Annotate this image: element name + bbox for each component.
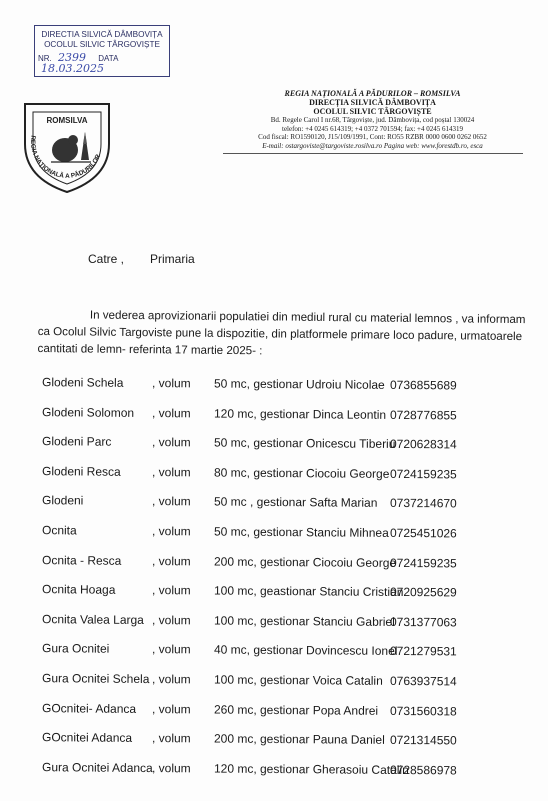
list-item-amount: 50 mc, gestionar Onicescu Tiberiu [213, 435, 396, 452]
list-item [0, 493, 548, 515]
list-item-place: Ocnita Hoaga [41, 582, 116, 597]
list-item-place: Glodeni Resca [41, 463, 121, 479]
list-item-volume-label: , volum [151, 494, 191, 509]
list-item-amount: 120 mc, gestionar Dinca Leontin [213, 406, 387, 422]
letterhead [205, 89, 540, 154]
list-item-place: Ocnita Valea Larga [41, 611, 144, 627]
list-item [0, 700, 548, 722]
letterhead-email: E-mail: ostargoviste@targoviste.rosilva.ro Pagina web: www.forestdb.ro, esca [262, 141, 483, 150]
stamp-nr-label: NR. [38, 54, 52, 63]
list-item-volume-label: , volum [151, 701, 191, 716]
list-item-amount: 100 mc, gestionar Voica Catalin [213, 672, 383, 688]
list-item-amount: 50 mc , gestionar Safta Marian [213, 494, 378, 511]
list-item-phone: 0724159235 [389, 555, 457, 571]
list-item-place: Gura Ocnitei Schela [41, 671, 150, 687]
registration-stamp [34, 25, 170, 77]
list-item-amount: 260 mc, gestionar Popa Andrei [213, 702, 379, 718]
list-item [0, 760, 548, 782]
catre-label: Catre , [88, 252, 125, 266]
list-item-phone: 0737214670 [389, 496, 457, 511]
list-item-amount: 200 mc, gestionar Ciocoiu George [213, 554, 397, 570]
letterhead-rule [223, 153, 523, 154]
list-item-volume-label: , volum [151, 612, 191, 628]
list-item [0, 375, 548, 397]
list-item-amount: 200 mc, gestionar Pauna Daniel [213, 731, 385, 748]
list-item [0, 641, 548, 663]
list-item [0, 582, 548, 604]
logo-ring-text: REGIA NAȚIONALĂ A PĂDURILOR [28, 135, 103, 180]
letterhead-fiscal: Cod fiscal: RO1590120, J15/109/1991, Cont: RO55 RZBR 0000 0600 0262 0652 [258, 133, 487, 142]
list-item-place: Ocnita [41, 523, 77, 538]
list-item-amount: 50 mc, gestionar Udroiu Nicolae [213, 376, 385, 392]
list-item-place: GOcnitei- Adanca [41, 700, 137, 716]
list-item-phone: 0731560318 [389, 703, 457, 719]
letterhead-phones: telefon: +4 0245 614319; +4 0372 701594; fax: +4 0245 614319 [282, 124, 463, 133]
list-item-amount: 100 mc, geastionar Stanciu Cristian [213, 583, 404, 600]
letterhead-ocol: OCOLUL SILVIC TÂRGOVIȘTE [313, 107, 432, 116]
stamp-nr-value: 2399 [58, 51, 87, 64]
list-item-amount: 120 mc, gestionar Gherasoiu Catalin [213, 761, 409, 777]
list-item-volume-label: , volum [151, 524, 191, 539]
list-item-place: Glodeni Solomon [41, 404, 135, 420]
list-item-phone: 0728776855 [389, 407, 457, 423]
logo-top-text: ROMSILVA [46, 116, 88, 125]
list-item-place: Glodeni Schela [41, 375, 124, 390]
list-item-place: Glodeni [41, 493, 84, 508]
list-item-amount: 100 mc, gestionar Stanciu Gabriel [213, 613, 395, 629]
list-item-place: Gura Ocnitei [41, 641, 110, 657]
list-item-place: GOcnitei Adanca [41, 730, 133, 746]
list-item-volume-label: , volum [151, 376, 191, 391]
list-item [0, 552, 548, 574]
list-item [0, 404, 548, 426]
list-item-phone: 0724159235 [389, 466, 457, 482]
letterhead-address: Bd. Regele Carol I nr.68, Târgoviște, jud. Dâmbovița, cod poștal 130024 [270, 116, 475, 124]
list-item-volume-label: , volum [151, 405, 191, 420]
list-item [0, 523, 548, 545]
stamp-number-line [35, 53, 169, 75]
stamp-data-value: 18.03.2025 [41, 62, 104, 75]
intro-paragraph: In vederea aprovizionarii populatiei din mediul rural cu material lemnos , va informam ca Ocolul Silvic Targoviste pune la dispozitie, din platformele primare loco padure, urmatoarele cantitati de lemn- referinta 17 martie 2025- : [37, 308, 526, 358]
list-item-phone: 0725451026 [389, 525, 457, 541]
list-item [0, 730, 548, 752]
list-item-volume-label: , volum [151, 760, 191, 776]
list-item-volume-label: , volum [151, 672, 191, 687]
list-item-volume-label: , volum [151, 464, 191, 480]
stamp-line-2: OCOLUL SILVIC TÂRGOVIȘTE [44, 40, 160, 49]
romsilva-logo [15, 92, 119, 196]
list-item-place: Gura Ocnitei Adanca [41, 759, 153, 775]
list-item-phone: 0721279531 [389, 644, 457, 659]
stamp-data-label: DATA [98, 54, 118, 63]
list-item-place: Glodeni Parc [41, 434, 112, 449]
list-item-phone: 0731377063 [389, 614, 457, 630]
recipient: Primaria [150, 252, 195, 266]
list-item-phone: 0728586978 [389, 762, 457, 778]
list-item [0, 612, 548, 634]
list-item [0, 434, 548, 456]
list-item [0, 464, 548, 486]
list-item-phone: 0720628314 [389, 437, 457, 452]
list-item-volume-label: , volum [151, 553, 191, 568]
letterhead-direction: DIRECȚIA SILVICĂ DÂMBOVIȚA [309, 98, 436, 107]
list-item [0, 671, 548, 693]
list-item-phone: 0763937514 [389, 673, 457, 689]
list-item-volume-label: , volum [151, 435, 191, 450]
list-item-amount: 80 mc, gestionar Ciocoiu George [213, 465, 390, 481]
list-item-amount: 40 mc, gestionar Dovincescu Ionel [213, 642, 398, 659]
list-item-volume-label: , volum [151, 583, 191, 598]
list-item-volume-label: , volum [151, 642, 191, 657]
letterhead-org: REGIA NAȚIONALĂ A PĂDURILOR – ROMSILVA [284, 89, 461, 98]
list-item-phone: 0720925629 [389, 585, 457, 600]
addressee-line [88, 252, 195, 266]
list-item-amount: 50 mc, gestionar Stanciu Mihnea [213, 524, 389, 540]
list-item-phone: 0736855689 [389, 377, 457, 393]
list-item-phone: 0721314550 [389, 733, 457, 748]
stamp-line-1: DIRECTIA SILVICĂ DÂMBOVIȚA [41, 30, 163, 39]
list-item-volume-label: , volum [151, 731, 191, 746]
list-item-place: Ocnita - Resca [41, 552, 122, 568]
